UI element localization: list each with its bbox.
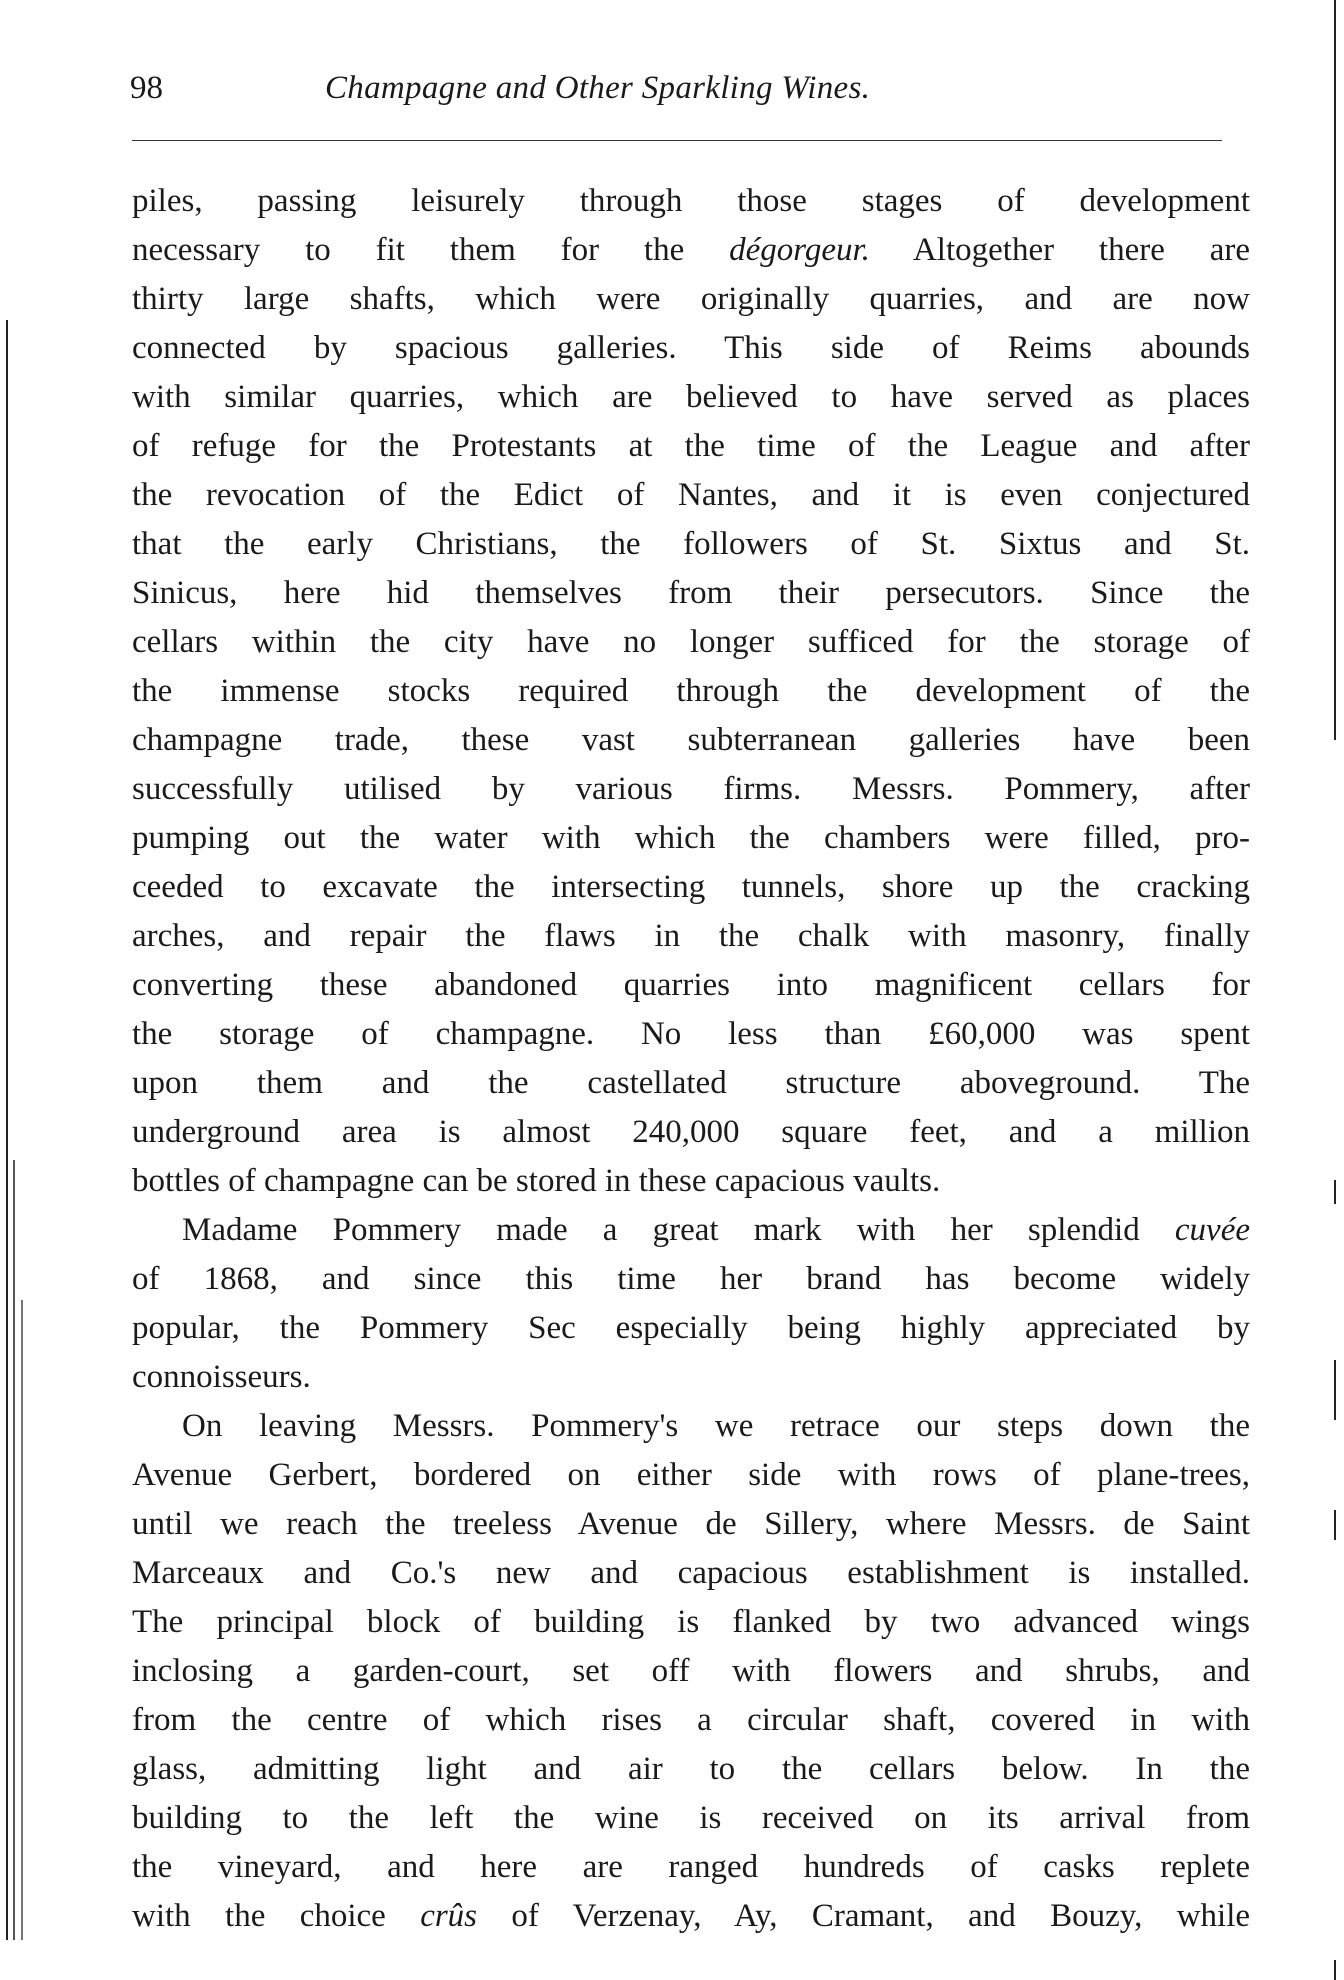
text-line: of refuge for the Protestants at the time of the League and after bbox=[132, 428, 1250, 464]
italic-term: dégorgeur. bbox=[729, 232, 870, 268]
header-rule bbox=[132, 140, 1222, 141]
text-line: champagne trade, these vast subterranean galleries have been bbox=[132, 722, 1250, 758]
scan-edge-line bbox=[1334, 1960, 1336, 1980]
scan-edge-line bbox=[21, 1300, 23, 1940]
text-line: the immense stocks required through the development of the bbox=[132, 673, 1250, 709]
text-line: bottles of champagne can be stored in these capacious vaults. bbox=[132, 1163, 941, 1199]
text-line: the storage of champagne. No less than £60,000 was spent bbox=[132, 1016, 1250, 1052]
scan-edge-line bbox=[6, 320, 8, 1940]
text-line: with similar quarries, which are believed to have served as places bbox=[132, 379, 1250, 415]
text-line: pumping out the water with which the chambers were filled, pro- bbox=[132, 820, 1250, 856]
text-line: Marceaux and Co.'s new and capacious establishment is installed. bbox=[132, 1555, 1250, 1591]
text-line: that the early Christians, the followers of St. Sixtus and St. bbox=[132, 526, 1250, 562]
text-line: inclosing a garden-court, set off with flowers and shrubs, and bbox=[132, 1653, 1250, 1689]
scan-edge-line bbox=[1334, 1360, 1336, 1420]
text-line: The principal block of building is flanked by two advanced wings bbox=[132, 1604, 1250, 1640]
text-line: piles, passing leisurely through those stages of development bbox=[132, 183, 1250, 219]
text-line: On leaving Messrs. Pommery's we retrace our steps down the bbox=[182, 1408, 1250, 1444]
scan-edge-line bbox=[1334, 0, 1336, 740]
text-line: successfully utilised by various firms. Messrs. Pommery, after bbox=[132, 771, 1250, 807]
text-line: underground area is almost 240,000 square feet, and a million bbox=[132, 1114, 1250, 1150]
text-line: connected by spacious galleries. This side of Reims abounds bbox=[132, 330, 1250, 366]
text-line: cellars within the city have no longer sufficed for the storage of bbox=[132, 624, 1250, 660]
text-line: connoisseurs. bbox=[132, 1359, 311, 1395]
text-line: ceeded to excavate the intersecting tunnels, shore up the cracking bbox=[132, 869, 1250, 905]
text-line: the revocation of the Edict of Nantes, and it is even conjectured bbox=[132, 477, 1250, 513]
scan-edge-line bbox=[13, 1160, 15, 1940]
italic-term: cuvée bbox=[1174, 1212, 1250, 1248]
running-title: Champagne and Other Sparkling Wines. bbox=[325, 70, 871, 106]
body-text bbox=[132, 177, 1250, 1941]
text-line: glass, admitting light and air to the cellars below. In the bbox=[132, 1751, 1250, 1787]
text-line: with the choice crûs of Verzenay, Ay, Cramant, and Bouzy, while bbox=[132, 1898, 1251, 1934]
text-line: arches, and repair the flaws in the chalk with masonry, finally bbox=[132, 918, 1250, 954]
text-line: popular, the Pommery Sec especially being highly appreciated by bbox=[132, 1310, 1250, 1346]
running-head bbox=[130, 70, 1230, 120]
text-line: thirty large shafts, which were originally quarries, and are now bbox=[132, 281, 1250, 317]
text-line: Avenue Gerbert, bordered on either side with rows of plane-trees, bbox=[132, 1457, 1250, 1493]
scan-edge-line bbox=[1334, 1180, 1336, 1204]
scan-edge-line bbox=[1334, 1510, 1336, 1540]
page-number: 98 bbox=[130, 70, 163, 106]
text-line: necessary to fit them for the dégorgeur. Altogether there are bbox=[132, 232, 1250, 268]
text-line: Sinicus, here hid themselves from their persecutors. Since the bbox=[132, 575, 1250, 611]
text-line: of 1868, and since this time her brand has become widely bbox=[132, 1261, 1250, 1297]
text-line: Madame Pommery made a great mark with her splendid cuvée bbox=[182, 1212, 1250, 1248]
text-line: upon them and the castellated structure aboveground. The bbox=[132, 1065, 1250, 1101]
italic-term: crûs bbox=[420, 1898, 478, 1934]
text-line: building to the left the wine is received on its arrival from bbox=[132, 1800, 1250, 1836]
text-line: from the centre of which rises a circular shaft, covered in with bbox=[132, 1702, 1250, 1738]
text-line: converting these abandoned quarries into magnificent cellars for bbox=[132, 967, 1250, 1003]
text-line: the vineyard, and here are ranged hundreds of casks replete bbox=[132, 1849, 1250, 1885]
text-line: until we reach the treeless Avenue de Sillery, where Messrs. de Saint bbox=[132, 1506, 1250, 1542]
